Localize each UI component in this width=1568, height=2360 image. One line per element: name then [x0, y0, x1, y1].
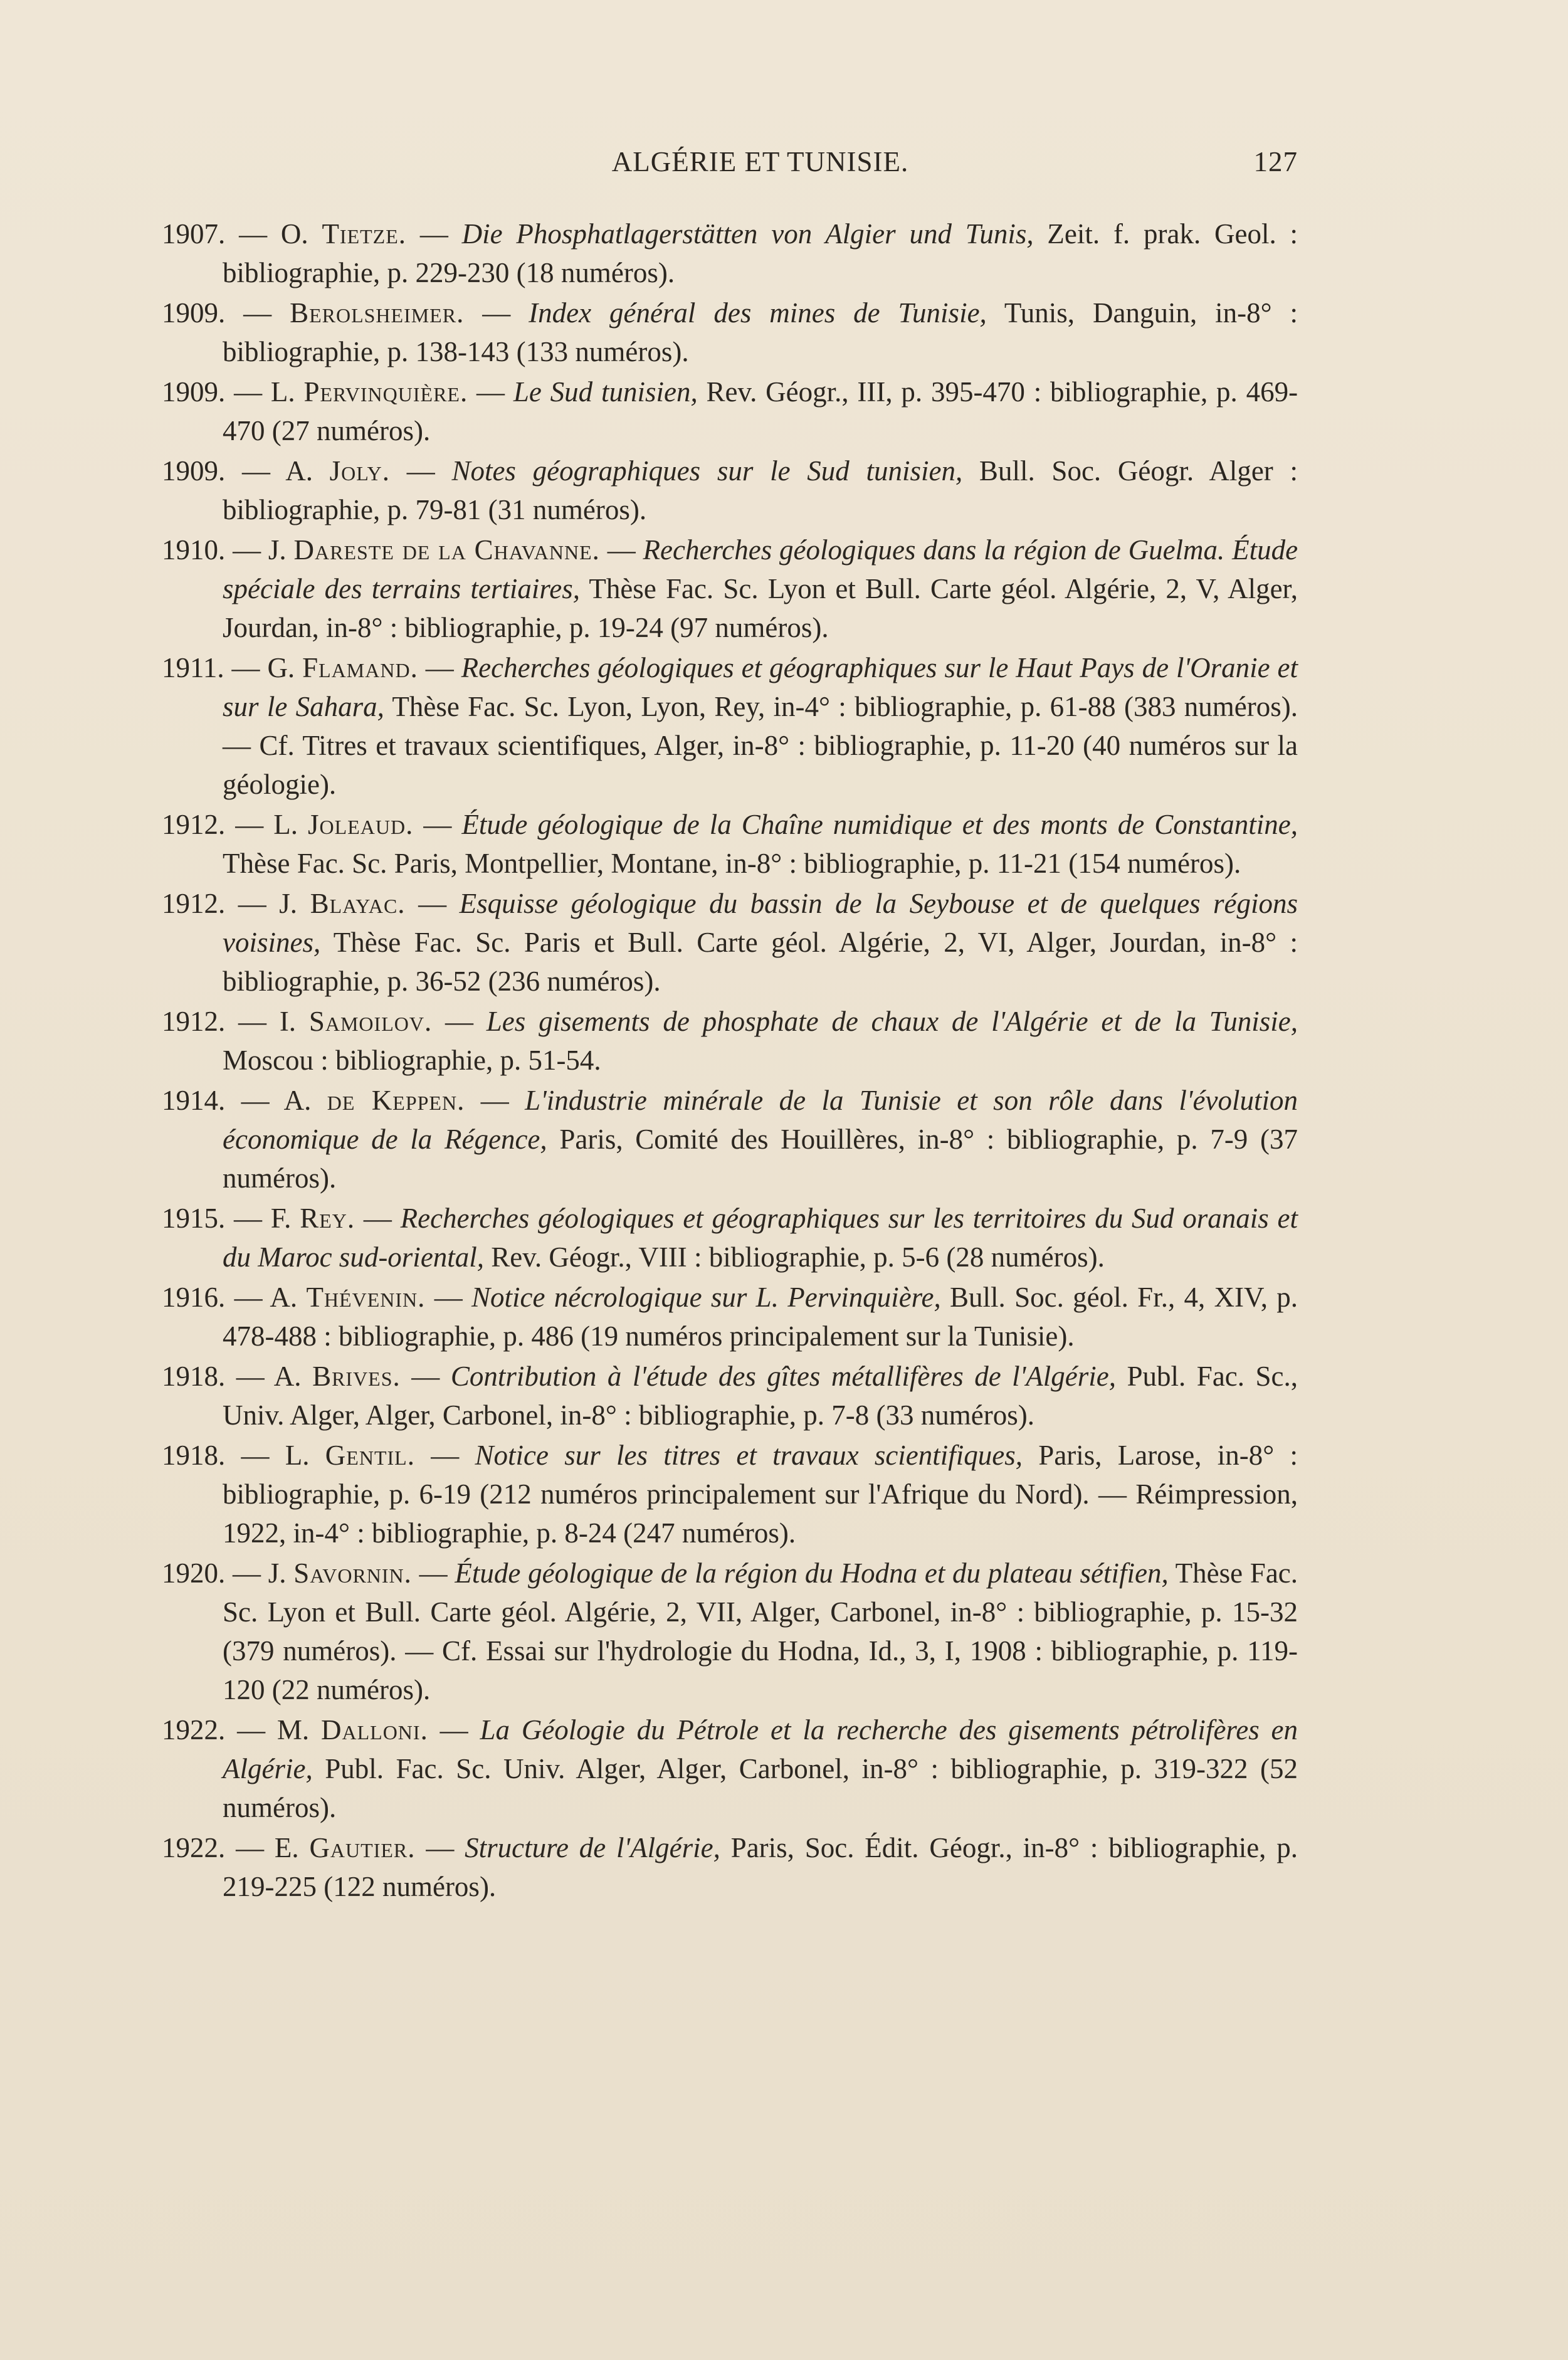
bibliography-entry: 1909. — A. Joly. — Notes géographiques sur le Sud tunisien, Bull. Soc. Géogr. Alger : bibliographie, p. 79-81 (31 numéros). [162, 455, 1298, 525]
entry-author: Rey. [300, 1203, 355, 1234]
entry-initial: O. [280, 218, 308, 250]
bibliography-entry: 1909. — L. Pervinquière. — Le Sud tunisien, Rev. Géogr., III, p. 395-470 : bibliographie, p. 469-470 (27 numéros). [162, 376, 1298, 446]
bibliography-list [162, 214, 1298, 1907]
entry-title: Contribution à l'étude des gîtes métallifères de l'Algérie, [450, 1361, 1117, 1392]
bibliography-entry: 1918. — A. Brives. — Contribution à l'étude des gîtes métallifères de l'Algérie, Publ. Fac. Sc., Univ. Alger, Alger, Carbonel, in-8° : bibliographie, p. 7-8 (33 numéros). [162, 1361, 1298, 1431]
entry-details: Paris, Comité des Houillères, in-8° : bibliographie, p. 7-9 (37 numéros). [223, 1124, 1298, 1194]
entry-author: Dareste de la Chavanne. [293, 534, 600, 566]
entry-title: Étude géologique de la région du Hodna et du plateau sétifien, [455, 1557, 1169, 1589]
entry-author: de Keppen. [327, 1085, 465, 1116]
running-head [223, 145, 1298, 183]
entry-year: 1907. [162, 218, 226, 250]
entry-author: Berolsheimer. [290, 297, 465, 329]
entry-title: Recherches géologiques et géographiques sur les territoires du Sud oranais et du Maroc sud-oriental, [223, 1203, 1298, 1273]
entry-author: Pervinquière. [303, 376, 468, 408]
entry-initial: J. [279, 888, 298, 919]
page-number: 127 [1253, 146, 1298, 177]
entry-title: Structure de l'Algérie, [465, 1832, 720, 1863]
entry-initial: E. [274, 1832, 299, 1863]
bibliography-entry: 1910. — J. Dareste de la Chavanne. — Recherches géologiques dans la région de Guelma. Étude spéciale des terrains tertiaires, Thèse Fac. Sc. Lyon et Bull. Carte géol. Algérie, 2, V, Alger, Jourdan, in-8° : bibliographie, p. 19-24 (97 numéros). [162, 534, 1298, 643]
entry-year: 1918. [162, 1440, 226, 1471]
entry-author: Gautier. [309, 1832, 416, 1863]
entry-title: La Géologie du Pétrole et la recherche des gisements pétrolifères en Algérie, [223, 1714, 1298, 1784]
bibliography-entry: 1909. — Berolsheimer. — Index général des mines de Tunisie, Tunis, Danguin, in-8° : bibliographie, p. 138-143 (133 numéros). [162, 297, 1298, 367]
bibliography-entry: 1907. — O. Tietze. — Die Phosphatlagerstätten von Algier und Tunis, Zeit. f. prak. Geol. : bibliographie, p. 229-230 (18 numéros). [162, 218, 1298, 288]
entry-details: Thèse Fac. Sc. Lyon et Bull. Carte géol. Algérie, 2, VII, Alger, Carbonel, in-8° : bibliographie, p. 15-32 (379 numéros). — Cf. Essai sur l'hydrologie du Hodna, Id., 3, I, 1908 : bibliographie, p. 119-120 (22 numéros). [223, 1557, 1298, 1705]
entry-author: Brives. [312, 1361, 401, 1392]
entry-year: 1910. [162, 534, 226, 566]
bibliography-entry: 1911. — G. Flamand. — Recherches géologiques et géographiques sur le Haut Pays de l'Oranie et sur le Sahara, Thèse Fac. Sc. Lyon, Lyon, Rey, in-4° : bibliographie, p. 61-88 (383 numéros). — Cf. Titres et travaux scientifiques, Alger, in-8° : bibliographie, p. 11-20 (40 numéros sur la géologie). [162, 652, 1298, 800]
entry-author: Savornin. [293, 1557, 412, 1589]
entry-title: Les gisements de phosphate de chaux de l'Algérie et de la Tunisie, [486, 1006, 1298, 1037]
entry-initial: L. [285, 1440, 310, 1471]
entry-details: Publ. Fac. Sc. Univ. Alger, Alger, Carbonel, in-8° : bibliographie, p. 319-322 (52 numéros). [223, 1753, 1298, 1823]
bibliography-entry: 1918. — L. Gentil. — Notice sur les titres et travaux scientifiques, Paris, Larose, in-8° : bibliographie, p. 6-19 (212 numéros principalement sur l'Afrique du Nord). — Réimpression, 1922, in-4° : bibliographie, p. 8-24 (247 numéros). [162, 1440, 1298, 1549]
entry-author: Blayac. [310, 888, 406, 919]
entry-initial: A. [283, 1085, 312, 1116]
entry-title: Esquisse géologique du bassin de la Seybouse et de quelques régions voisines, [223, 888, 1298, 958]
entry-initial: L. [273, 809, 298, 840]
entry-title: Recherches géologiques et géographiques sur le Haut Pays de l'Oranie et sur le Sahara, [223, 652, 1298, 722]
entry-year: 1912. [162, 1006, 226, 1037]
entry-details: Bull. Soc. Géogr. Alger : bibliographie, p. 79-81 (31 numéros). [223, 455, 1298, 525]
entry-details: Publ. Fac. Sc., Univ. Alger, Alger, Carbonel, in-8° : bibliographie, p. 7-8 (33 numéros). [223, 1361, 1298, 1431]
entry-title: Étude géologique de la Chaîne numidique et des monts de Constantine, [461, 809, 1298, 840]
entry-title: Index général des mines de Tunisie, [529, 297, 987, 329]
entry-author: Samoilov. [308, 1006, 433, 1037]
entry-initial: J. [268, 1557, 287, 1589]
entry-details: Bull. Soc. géol. Fr., 4, XIV, p. 478-488 : bibliographie, p. 486 (19 numéros principalement sur la Tunisie). [223, 1282, 1298, 1352]
entry-year: 1920. [162, 1557, 226, 1589]
entry-details: Moscou : bibliographie, p. 51-54. [223, 1045, 601, 1076]
entry-details: Thèse Fac. Sc. Lyon et Bull. Carte géol. Algérie, 2, V, Alger, Jourdan, in-8° : bibliographie, p. 19-24 (97 numéros). [223, 573, 1298, 643]
entry-details: Paris, Soc. Édit. Géogr., in-8° : bibliographie, p. 219-225 (122 numéros). [223, 1832, 1298, 1902]
entry-title: Recherches géologiques dans la région de Guelma. Étude spéciale des terrains tertiaires, [223, 534, 1298, 604]
bibliography-entry: 1912. — L. Joleaud. — Étude géologique de la Chaîne numidique et des monts de Constantine, Thèse Fac. Sc. Paris, Montpellier, Montane, in-8° : bibliographie, p. 11-21 (154 numéros). [162, 809, 1298, 879]
bibliography-entry: 1915. — F. Rey. — Recherches géologiques et géographiques sur les territoires du Sud oranais et du Maroc sud-oriental, Rev. Géogr., VIII : bibliographie, p. 5-6 (28 numéros). [162, 1203, 1298, 1273]
entry-year: 1909. [162, 455, 226, 487]
entry-author: Flamand. [302, 652, 418, 683]
entry-initial: A. [285, 455, 313, 487]
entry-title: Die Phosphatlagerstätten von Algier und Tunis, [461, 218, 1034, 250]
entry-year: 1909. [162, 297, 226, 329]
bibliography-entry: 1922. — M. Dalloni. — La Géologie du Pétrole et la recherche des gisements pétrolifères en Algérie, Publ. Fac. Sc. Univ. Alger, Alger, Carbonel, in-8° : bibliographie, p. 319-322 (52 numéros). [162, 1714, 1298, 1823]
entry-year: 1922. [162, 1832, 226, 1863]
entry-year: 1912. [162, 888, 226, 919]
entry-year: 1922. [162, 1714, 226, 1746]
entry-author: Thévenin. [306, 1282, 426, 1313]
entry-initial: A. [273, 1361, 302, 1392]
entry-details: Thèse Fac. Sc. Paris, Montpellier, Montane, in-8° : bibliographie, p. 11-21 (154 numéros). [223, 848, 1241, 879]
entry-title: Le Sud tunisien, [513, 376, 698, 408]
entry-details: Zeit. f. prak. Geol. : bibliographie, p. 229-230 (18 numéros). [223, 218, 1298, 288]
entry-year: 1911. [162, 652, 224, 683]
entry-initial: M. [276, 1714, 310, 1746]
entry-title: Notice sur les titres et travaux scientifiques, [475, 1440, 1023, 1471]
entry-details: Thèse Fac. Sc. Paris et Bull. Carte géol. Algérie, 2, VI, Alger, Jourdan, in-8° : bibliographie, p. 36-52 (236 numéros). [223, 927, 1298, 997]
entry-details: Rev. Géogr., VIII : bibliographie, p. 5-6 (28 numéros). [484, 1241, 1105, 1273]
entry-details: Thèse Fac. Sc. Lyon, Lyon, Rey, in-4° : bibliographie, p. 61-88 (383 numéros). — Cf. Titres et travaux scientifiques, Alger, in-8° : bibliographie, p. 11-20 (40 numéros sur la géologie). [223, 691, 1298, 800]
entry-initial: J. [268, 534, 287, 566]
entry-initial: L. [270, 376, 295, 408]
bibliography-entry: 1916. — A. Thévenin. — Notice nécrologique sur L. Pervinquière, Bull. Soc. géol. Fr., 4, XIV, p. 478-488 : bibliographie, p. 486 (19 numéros principalement sur la Tunisie). [162, 1282, 1298, 1352]
entry-details: Tunis, Danguin, in-8° : bibliographie, p. 138-143 (133 numéros). [223, 297, 1298, 367]
entry-author: Gentil. [325, 1440, 415, 1471]
entry-year: 1916. [162, 1282, 226, 1313]
entry-title: Notice nécrologique sur L. Pervinquière, [471, 1282, 941, 1313]
entry-author: Joleaud. [308, 809, 414, 840]
entry-year: 1914. [162, 1085, 226, 1116]
entry-initial: A. [270, 1282, 298, 1313]
entry-initial: F. [270, 1203, 292, 1234]
entry-year: 1918. [162, 1361, 226, 1392]
entry-details: Paris, Larose, in-8° : bibliographie, p. 6-19 (212 numéros principalement sur l'Afrique du Nord). — Réimpression, 1922, in-4° : bibliographie, p. 8-24 (247 numéros). [223, 1440, 1298, 1549]
entry-year: 1915. [162, 1203, 226, 1234]
entry-author: Tietze. [322, 218, 407, 250]
entry-initial: I. [279, 1006, 297, 1037]
page-title: ALGÉRIE ET TUNISIE. [611, 146, 909, 177]
entry-year: 1909. [162, 376, 226, 408]
entry-title: Notes géographiques sur le Sud tunisien, [451, 455, 963, 487]
bibliography-entry: 1920. — J. Savornin. — Étude géologique de la région du Hodna et du plateau sétifien, Thèse Fac. Sc. Lyon et Bull. Carte géol. Algérie, 2, VII, Alger, Carbonel, in-8° : bibliographie, p. 15-32 (379 numéros). — Cf. Essai sur l'hydrologie du Hodna, Id., 3, I, 1908 : bibliographie, p. 119-120 (22 numéros). [162, 1557, 1298, 1705]
entry-author: Joly. [329, 455, 390, 487]
entry-author: Dalloni. [321, 1714, 428, 1746]
bibliography-entry: 1912. — J. Blayac. — Esquisse géologique du bassin de la Seybouse et de quelques régions voisines, Thèse Fac. Sc. Paris et Bull. Carte géol. Algérie, 2, VI, Alger, Jourdan, in-8° : bibliographie, p. 36-52 (236 numéros). [162, 888, 1298, 997]
bibliography-entry: 1922. — E. Gautier. — Structure de l'Algérie, Paris, Soc. Édit. Géogr., in-8° : bibliographie, p. 219-225 (122 numéros). [162, 1832, 1298, 1902]
entry-year: 1912. [162, 809, 226, 840]
entry-details: Rev. Géogr., III, p. 395-470 : bibliographie, p. 469-470 (27 numéros). [223, 376, 1298, 446]
bibliography-entry: 1912. — I. Samoilov. — Les gisements de phosphate de chaux de l'Algérie et de la Tunisie, Moscou : bibliographie, p. 51-54. [162, 1006, 1298, 1076]
bibliography-entry: 1914. — A. de Keppen. — L'industrie minérale de la Tunisie et son rôle dans l'évolution économique de la Régence, Paris, Comité des Houillères, in-8° : bibliographie, p. 7-9 (37 numéros). [162, 1085, 1298, 1194]
entry-title: L'industrie minérale de la Tunisie et son rôle dans l'évolution économique de la Régence, [223, 1085, 1298, 1155]
entry-initial: G. [267, 652, 295, 683]
